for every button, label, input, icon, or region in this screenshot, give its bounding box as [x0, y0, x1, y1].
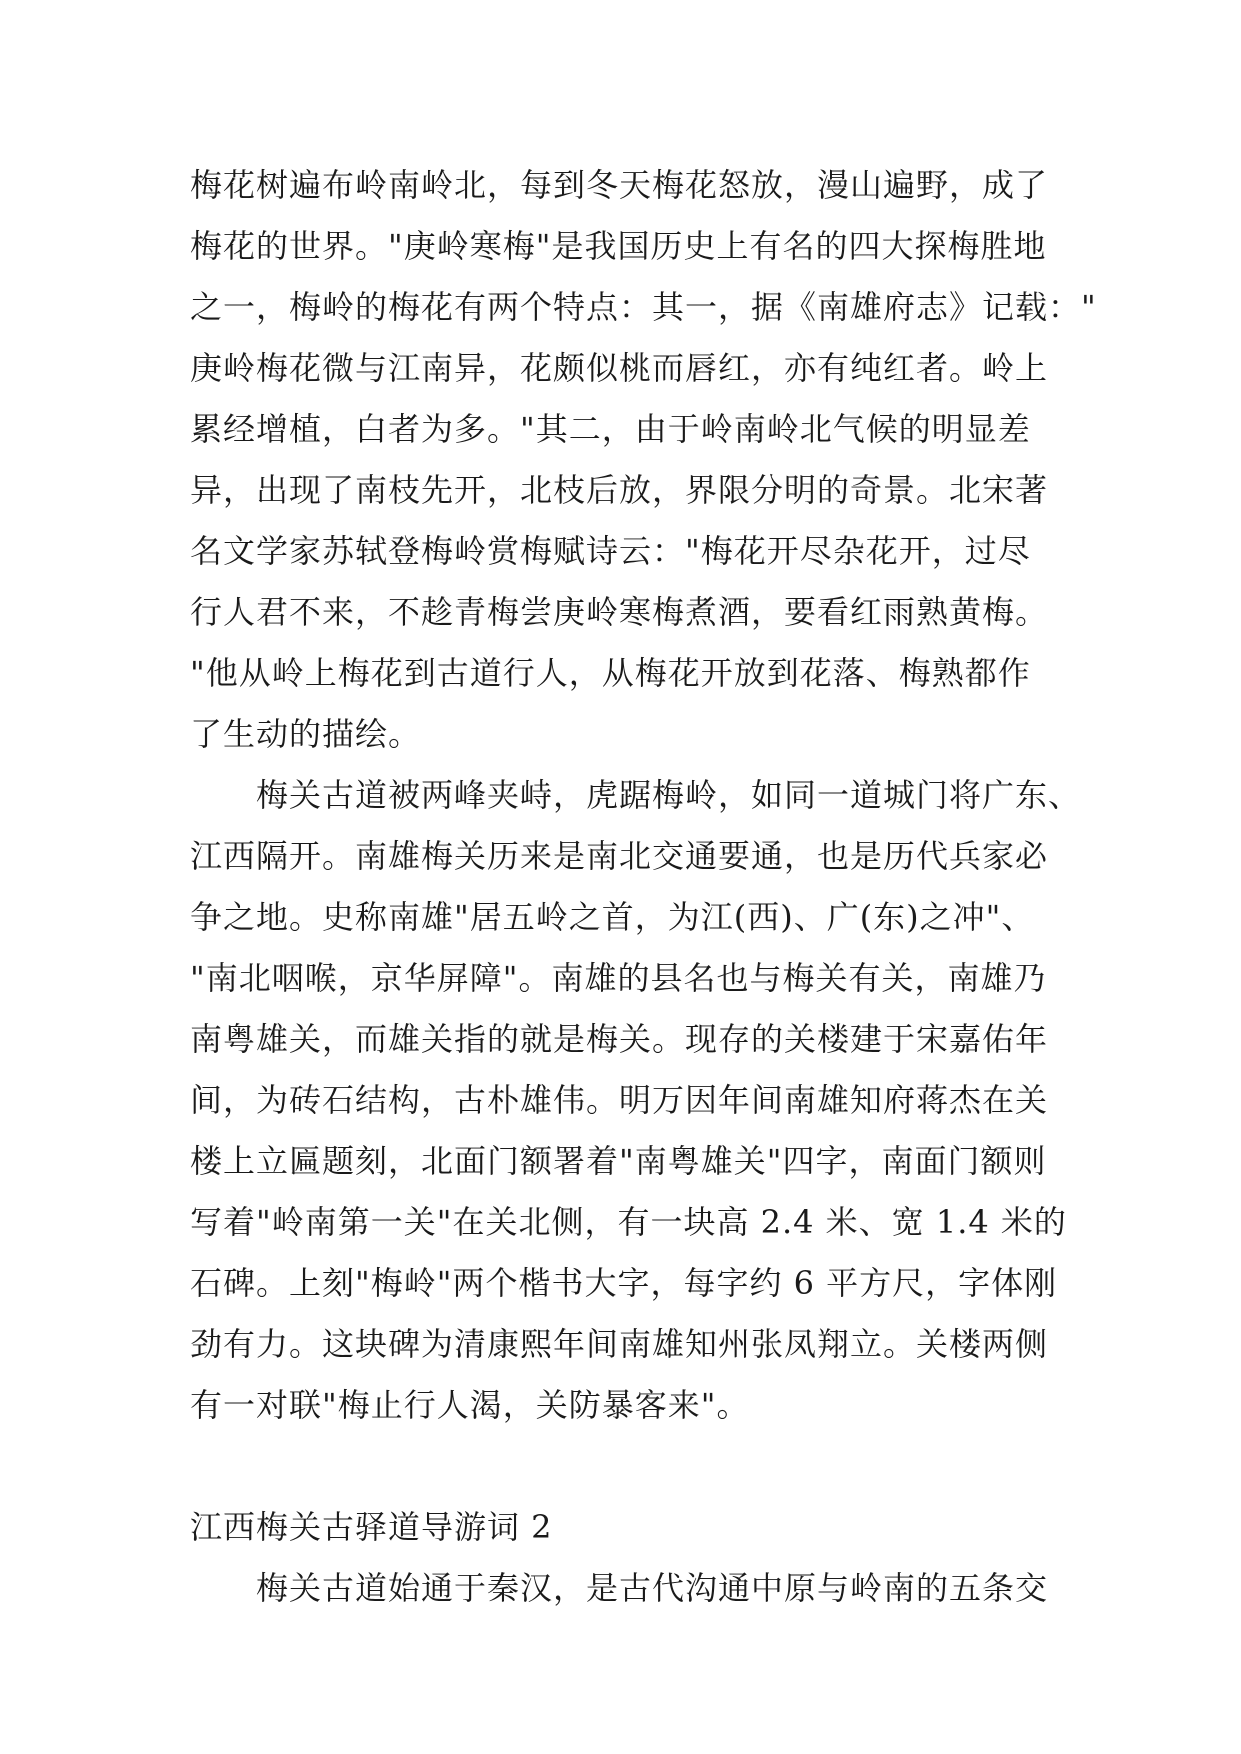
- document-page: [190, 155, 1097, 1619]
- text-line: 南粤雄关，而雄关指的就是梅关。现存的关楼建于宋嘉佑年: [190, 1020, 1049, 1058]
- text-line: 间，为砖石结构，古朴雄伟。明万因年间南雄知府蒋杰在关: [190, 1081, 1049, 1119]
- text-line: 争之地。史称南雄"居五岭之首，为江(西)、广(东)之冲"、: [190, 898, 1035, 936]
- text-line: 名文学家苏轼登梅岭赏梅赋诗云："梅花开尽杂花开，过尽: [190, 532, 1031, 570]
- text-line: 劲有力。这块碑为清康熙年间南雄知州张凤翔立。关楼两侧: [190, 1325, 1049, 1363]
- section-spacer: [190, 1436, 1050, 1497]
- text-line: 写着"岭南第一关"在关北侧，有一块高 2.4 米、宽 1.4 米的: [190, 1203, 1067, 1241]
- paragraph-3: [190, 1558, 1050, 1619]
- paragraph-1: [190, 155, 1097, 765]
- text-line: 之一，梅岭的梅花有两个特点：其一，据《南雄府志》记载：": [190, 288, 1097, 326]
- text-line: 梅花树遍布岭南岭北，每到冬天梅花怒放，漫山遍野，成了: [190, 166, 1049, 204]
- text-line: 石碑。上刻"梅岭"两个楷书大字，每字约 6 平方尺，字体刚: [190, 1264, 1058, 1302]
- text-line: 累经增植，白者为多。"其二，由于岭南岭北气候的明显差: [190, 410, 1031, 448]
- section-heading: 江西梅关古驿道导游词 2: [190, 1508, 553, 1546]
- text-line: 楼上立匾题刻，北面门额署着"南粤雄关"四字，南面门额则: [190, 1142, 1047, 1180]
- text-line: 梅关古道被两峰夹峙，虎踞梅岭，如同一道城门将广东、: [256, 776, 1082, 814]
- text-line: 异，出现了南枝先开，北枝后放，界限分明的奇景。北宋著: [190, 471, 1049, 509]
- text-line: 梅花的世界。"庚岭寒梅"是我国历史上有名的四大探梅胜地: [190, 227, 1047, 265]
- text-line: 了生动的描绘。: [190, 715, 422, 753]
- text-line: 有一对联"梅止行人渴，关防暴客来"。: [190, 1386, 750, 1424]
- text-line: 行人君不来，不趁青梅尝庚岭寒梅煮酒，要看红雨熟黄梅。: [190, 593, 1049, 631]
- text-line: 梅关古道始通于秦汉，是古代沟通中原与岭南的五条交: [256, 1569, 1049, 1607]
- paragraph-2: [190, 765, 1082, 1436]
- text-line: "他从岭上梅花到古道行人，从梅花开放到花落、梅熟都作: [190, 654, 1031, 692]
- text-line: 江西隔开。南雄梅关历来是南北交通要通，也是历代兵家必: [190, 837, 1049, 875]
- text-line: "南北咽喉，京华屏障"。南雄的县名也与梅关有关，南雄乃: [190, 959, 1047, 997]
- text-line: 庚岭梅花微与江南异，花颇似桃而唇红，亦有纯红者。岭上: [190, 349, 1049, 387]
